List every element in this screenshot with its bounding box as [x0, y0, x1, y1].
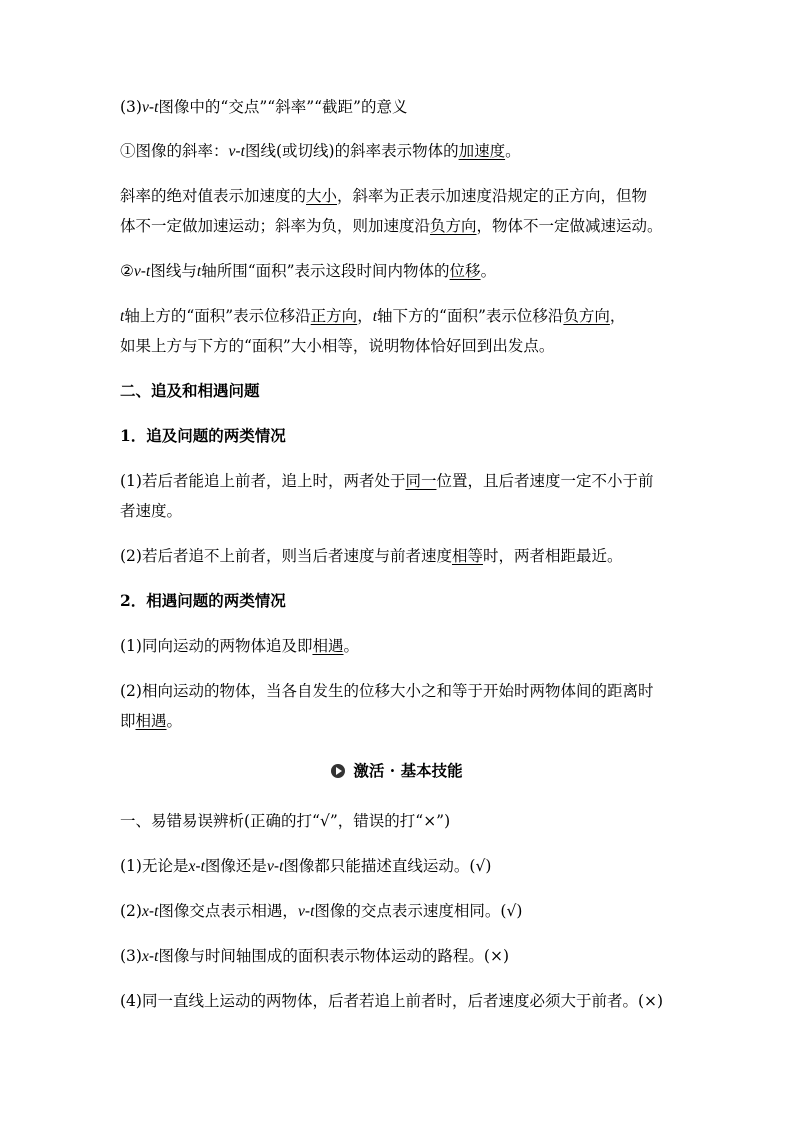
exercise-item-4: (4)同一直线上运动的两物体，后者若追上前者时，后者速度必须大于前者。(×): [120, 992, 664, 1010]
para-vt-meaning-heading: (3)v-t图像中的“交点”“斜率”“截距”的意义: [120, 98, 408, 116]
para-chase-2: (2)若后者追不上前者，则当后者速度与前者速度相等时，两者相距最近。: [120, 547, 623, 565]
section-banner-label: 激活 · 基本技能: [353, 761, 463, 780]
para-slope-detail-2: 体不一定做加速运动；斜率为负，则加速度沿负方向，物体不一定做减速运动。: [120, 217, 663, 235]
para-chase-1a: (1)若后者能追上前者，追上时，两者处于同一位置，且后者速度一定不小于前: [120, 472, 654, 490]
para-slope: ①图像的斜率：v-t图线(或切线)的斜率表示物体的加速度。: [120, 142, 521, 160]
para-area-detail-2: 如果上方与下方的“面积”大小相等，说明物体恰好回到出发点。: [120, 337, 555, 355]
answer-acceleration: 加速度: [458, 142, 506, 160]
answer-positive-direction: 正方向: [310, 307, 358, 325]
para-meet-2b: 即相遇。: [120, 712, 183, 730]
answer-negative-direction: 负方向: [430, 217, 477, 235]
para-area-detail-1: t轴上方的“面积”表示位移沿正方向，t轴下方的“面积”表示位移沿负方向，: [120, 307, 626, 325]
section-banner: [0, 760, 794, 782]
play-circle-icon: [331, 764, 345, 778]
answer-equal: 相等: [451, 547, 483, 565]
exercise-item-1: (1)无论是x-t图像还是v-t图像都只能描述直线运动。(√): [120, 857, 492, 875]
para-meet-2a: (2)相向运动的物体，当各自发生的位移大小之和等于开始时两物体间的距离时: [120, 682, 654, 700]
para-slope-detail-1: 斜率的绝对值表示加速度的大小，斜率为正表示加速度沿规定的正方向，但物: [120, 187, 648, 205]
answer-magnitude: 大小: [306, 187, 338, 205]
exercise-item-3: (3)x-t图像与时间轴围成的面积表示物体运动的路程。(×): [120, 947, 510, 965]
para-chase-1b: 者速度。: [120, 502, 183, 520]
para-area: ②v-t图线与t轴所围“面积”表示这段时间内物体的位移。: [120, 262, 497, 280]
section-heading-chase: 二、追及和相遇问题: [120, 381, 260, 400]
para-meet-1: (1)同向运动的两物体追及即相遇。: [120, 637, 359, 655]
answer-displacement: 位移: [449, 262, 481, 280]
exercise-item-2: (2)x-t图像交点表示相遇，v-t图像的交点表示速度相同。(√): [120, 902, 523, 920]
answer-negative-direction-2: 负方向: [563, 307, 610, 325]
answer-meet-2: 相遇: [135, 712, 167, 730]
exercise-instructions: 一、易错易误辨析(正确的打“√”，错误的打“×”): [120, 812, 451, 830]
subheading-chase-cases: 1．追及问题的两类情况: [120, 426, 286, 445]
subheading-meet-cases: 2．相遇问题的两类情况: [120, 591, 286, 610]
answer-meet: 相遇: [312, 637, 344, 655]
answer-same: 同一: [405, 472, 437, 490]
